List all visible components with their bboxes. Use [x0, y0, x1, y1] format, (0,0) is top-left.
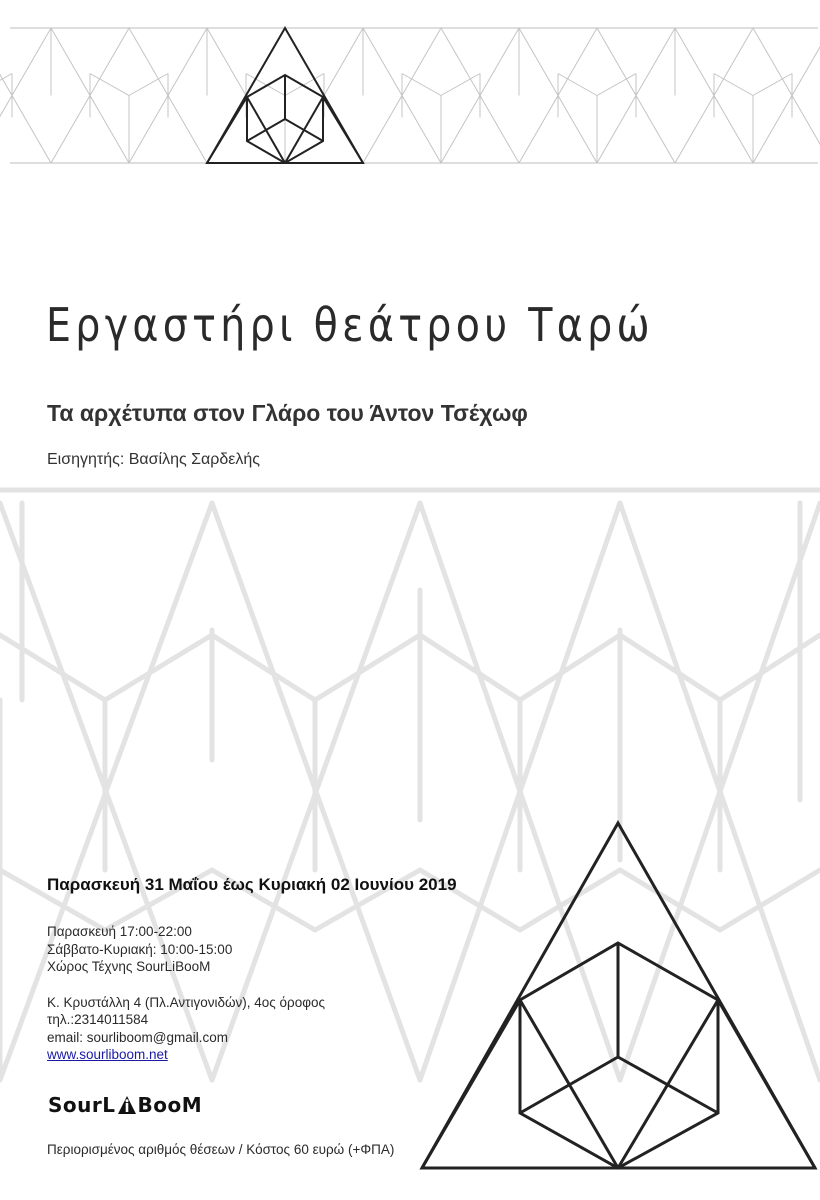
schedule-weekend: Σάββατο-Κυριακή: 10:00-15:00 [47, 941, 233, 957]
subtitle: Τα αρχέτυπα στον Γλάρο του Άντον Τσέχωφ [47, 400, 528, 426]
phone: τηλ.:2314011584 [47, 1012, 149, 1027]
event-dates: Παρασκευή 31 Μαΐου έως Κυριακή 02 Ιουνίου 2019 [47, 875, 457, 894]
venue-name: Χώρος Τέχνης SourLiBooM [47, 959, 211, 974]
speaker-line: Εισηγητής: Βασίλης Σαρδελής [47, 451, 261, 468]
website-link[interactable]: www.sourliboom.net [47, 1047, 168, 1062]
logo-triangle-icon [117, 1095, 137, 1115]
page-title: Εργαστήρι θεάτρου Ταρώ [46, 298, 654, 352]
sourliboom-logo [48, 1093, 202, 1117]
email: email: sourliboom@gmail.com [47, 1029, 229, 1045]
spacer [47, 976, 325, 994]
logo-text-part2: BooM [137, 1093, 203, 1117]
address: Κ. Κρυστάλλη 4 (Πλ.Αντιγονιδών), 4ος όροφος [47, 994, 326, 1010]
event-info [47, 923, 325, 1064]
logo-text-part1: SourL [48, 1093, 116, 1117]
footer-note: Περιορισμένος αριθμός θέσεων / Κόστος 60 ευρώ (+ΦΠΑ) [47, 1142, 395, 1157]
schedule-friday: Παρασκευή 17:00-22:00 [47, 924, 192, 939]
